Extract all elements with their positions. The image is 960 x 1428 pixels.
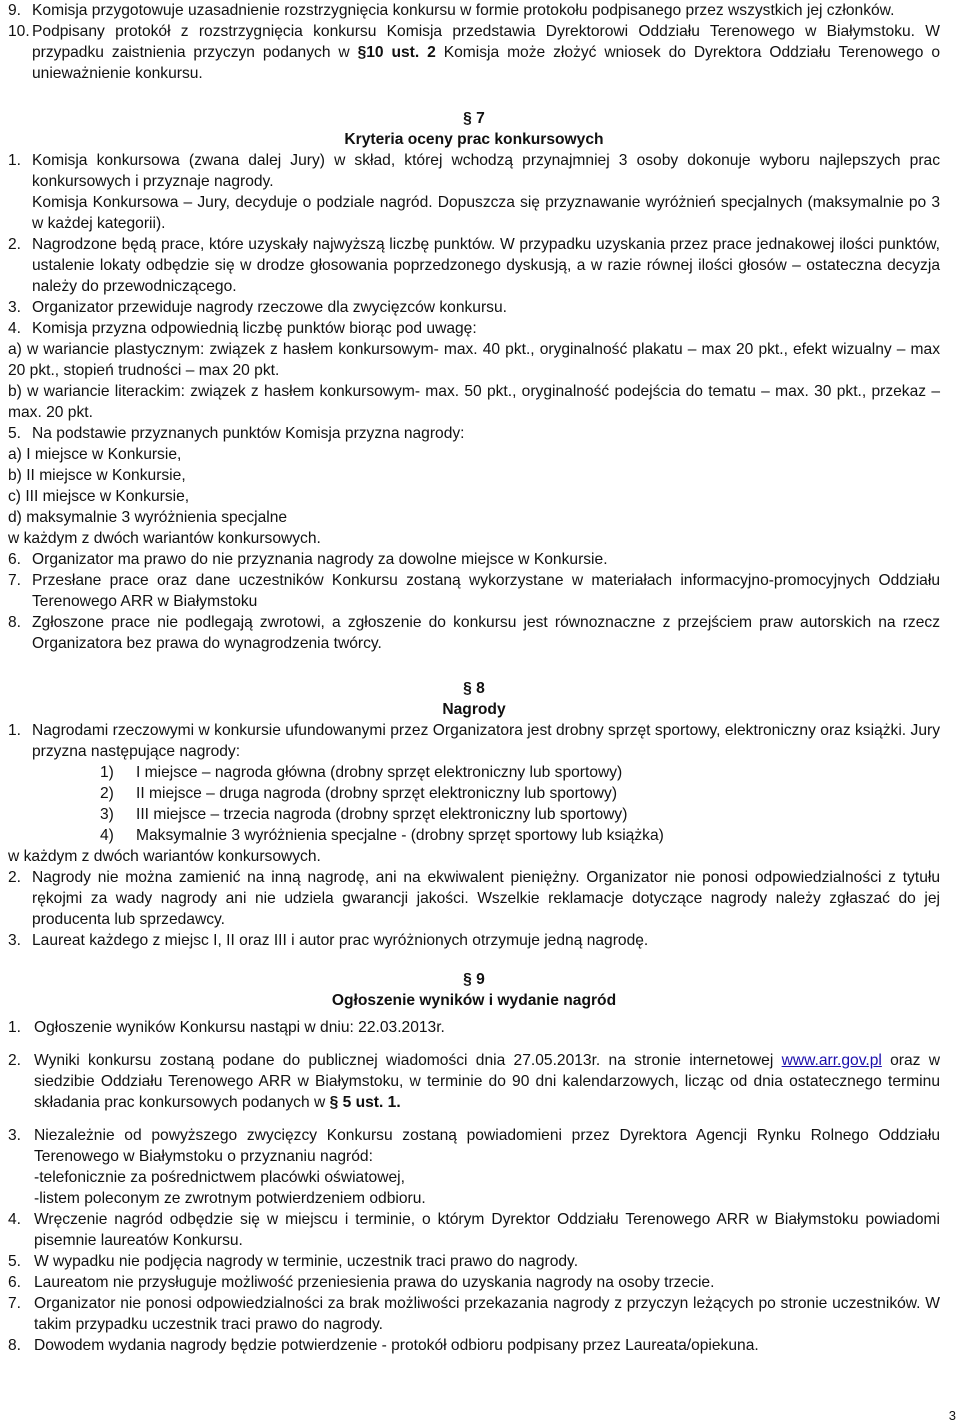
criteria-item-5 [8,423,940,444]
item-text: Organizator przewiduje nagrody rzeczowe dla zwycięzców konkursu. [32,299,507,316]
website-link[interactable]: www.arr.gov.pl [781,1052,882,1069]
section-7-title: Kryteria oceny prac konkursowych [344,131,604,148]
prizes-note: w każdym z dwóch wariantów konkursowych. [8,848,321,865]
prize-number: 3) [100,806,114,823]
prize-text: I miejsce – nagroda główna (drobny sprzęt elektroniczny lub sportowy) [136,764,623,781]
item-text: Organizator nie ponosi odpowiedzialności za brak możliwości przekazania nagrody z przyczyn leżących po stronie uczestników. W takim przypadku uczestnik traci prawo do nagrody. [34,1295,940,1333]
prizes-item-2 [8,867,940,930]
item-number: 2. [8,1052,22,1069]
notify-letter: -listem poleconym ze zwrotnym potwierdzeniem odbioru. [34,1190,426,1207]
item-text: Zgłoszone prace nie podlegają zwrotowi, a zgłoszenie do konkursu jest równoznaczne z przejściem praw autorskich na rzecz Organizatora bez prawa do wynagrodzenia twórcy. [32,614,940,652]
prize-text: Maksymalnie 3 wyróżnienia specjalne - (drobny sprzęt sportowy lub książka) [136,827,664,844]
section-reference: § 5 ust. 1. [329,1094,401,1111]
prize-number: 1) [100,764,114,781]
item-number: 6. [8,1274,22,1291]
section-9-symbol: § 9 [463,971,485,988]
item-number: 1. [8,1019,22,1036]
item-number: 7. [8,1295,22,1312]
item-text: Komisja przygotowuje uzasadnienie rozstrzygnięcia konkursu w formie protokołu podpisanego przez wszystkich jej członków. [32,2,895,19]
item-text: Przesłane prace oraz dane uczestników Konkursu zostaną wykorzystane w materiałach informacyjno-promocyjnych Oddziału Terenowego ARR w Białymstoku [32,572,940,610]
item-text: Wyniki konkursu zostaną podane do publicznej wiadomości dnia 27.05.2013r. na stronie internetowej [34,1052,782,1069]
item-text: W wypadku nie podjęcia nagrody w terminie, uczestnik traci prawo do nagrody. [34,1253,579,1270]
item-number: 5. [8,1253,22,1270]
section-7-symbol: § 7 [463,110,485,127]
item-text-extra: Komisja Konkursowa – Jury, decyduje o podziale nagród. Dopuszcza się przyznawanie wyróżnień specjalnych (maksymalnie po 3 w każdej kategorii). [32,194,940,232]
award-line-note: w każdym z dwóch wariantów konkursowych. [8,530,321,547]
prize-number: 2) [100,785,114,802]
item-number: 5. [8,425,22,442]
results-item-8 [8,1335,940,1356]
criteria-item-4 [8,318,940,339]
prize-2 [8,783,940,804]
item-number: 1. [8,152,22,169]
item-text: Ogłoszenie wyników Konkursu nastąpi w dniu: 22.03.2013r. [34,1019,445,1036]
prize-1 [8,762,940,783]
item-number: 6. [8,551,22,568]
criteria-item-8 [8,612,940,654]
criteria-item-1 [8,150,940,234]
paragraph-9 [8,0,940,21]
criteria-item-3 [8,297,940,318]
item-text: Podpisany protokół z rozstrzygnięcia konkursu Komisja przedstawia Dyrektorowi Oddziału Terenowego w Białymstoku. W przypadku zaistnienia przyczyn podanych w [32,23,940,61]
results-item-3 [8,1125,940,1209]
item-number: 4. [8,1211,22,1228]
prize-text: II miejsce – druga nagroda (drobny sprzęt elektroniczny lub sportowy) [136,785,618,802]
variant-a-criteria: a) w wariancie plastycznym: związek z hasłem konkursowym- max. 40 pkt., oryginalność plakatu – max 20 pkt., efekt wizualny – max 20 pkt., stopień trudności – max 20 pkt. [8,341,940,379]
prize-number: 4) [100,827,114,844]
item-text: oraz w siedzibie Oddziału Terenowego ARR w Białymstoku, w terminie do 90 dni kalendarzowych, licząc od dnia ostatecznego terminu składania prac konkursowych podanych w [34,1052,940,1111]
variant-b-criteria: b) w wariancie literackim: związek z hasłem konkursowym- max. 50 pkt., oryginalność podejścia do tematu – max. 30 pkt., przekaz – max. 20 pkt. [8,383,940,421]
item-text: Na podstawie przyznanych punktów Komisja przyzna nagrody: [32,425,465,442]
item-number: 9. [8,2,22,19]
item-number: 4. [8,320,22,337]
item-text: Niezależnie od powyższego zwycięzcy Konkursu zostaną powiadomieni przez Dyrektora Agencji Rynku Rolnego Oddziału Terenowego w Białymstoku o przyznaniu nagród: [34,1127,940,1165]
section-reference: §10 ust. 2 [357,44,436,61]
item-text: Organizator ma prawo do nie przyznania nagrody za dowolne miejsce w Konkursie. [32,551,608,568]
item-number: 7. [8,572,22,589]
item-text: Dowodem wydania nagrody będzie potwierdzenie - protokół odbioru podpisany przez Laureata/opiekuna. [34,1337,759,1354]
item-text: Komisja konkursowa (zwana dalej Jury) w skład, której wchodzą przynajmniej 3 osoby dokonuje wyboru najlepszych prac konkursowych i przyznaje nagrody. [32,152,940,190]
item-number: 8. [8,1337,22,1354]
award-line-c: c) III miejsce w Konkursie, [8,488,190,505]
section-8-title: Nagrody [442,701,506,718]
results-item-2 [8,1050,940,1113]
item-number: 2. [8,869,22,886]
results-item-4 [8,1209,940,1251]
item-text: Nagrody nie można zamienić na inną nagrodę, ani na ekwiwalent pieniężny. Organizator nie ponosi odpowiedzialności z tytułu rękojmi za wady nagrody ani nie udziela gwarancji jakości. Wszelkie reklamacje dotyczące nagrody należy zgłaszać do jej producenta lub sprzedawcy. [32,869,940,928]
results-item-1 [8,1017,940,1038]
prize-3 [8,804,940,825]
criteria-item-7 [8,570,940,612]
award-line-a: a) I miejsce w Konkursie, [8,446,182,463]
item-text: Komisja może złożyć wniosek do Dyrektora Oddziału Terenowego o unieważnienie konkursu. [32,44,941,82]
section-9-title: Ogłoszenie wyników i wydanie nagród [331,992,617,1009]
item-number: 3. [8,1127,22,1144]
page-number: 3 [948,1408,956,1423]
item-number: 2. [8,236,22,253]
item-text: Nagrodami rzeczowymi w konkursie ufundowanymi przez Organizatora jest drobny sprzęt sportowy, elektroniczny oraz książki. Jury przyzna następujące nagrody: [32,722,940,760]
section-8-symbol: § 8 [463,680,485,697]
item-number: 3. [8,932,22,949]
criteria-item-6 [8,549,940,570]
prize-4 [8,825,940,846]
item-number: 3. [8,299,22,316]
item-number: 10. [8,23,30,40]
results-item-7 [8,1293,940,1335]
award-line-d: d) maksymalnie 3 wyróżnienia specjalne [8,509,288,526]
item-text: Laureatom nie przysługuje możliwość przeniesienia prawa do uzyskania nagrody na osoby trzecie. [34,1274,715,1291]
award-line-b: b) II miejsce w Konkursie, [8,467,186,484]
item-text: Nagrodzone będą prace, które uzyskały najwyższą liczbę punktów. W przypadku uzyskania przez prace jednakowej ilości punktów, ustalenie lokaty odbędzie się w drodze głosowania poprzedzonego dyskusją, a w razie równej ilości głosów – ostateczna decyzja należy do przewodniczącego. [32,236,940,295]
prizes-item-1 [8,720,940,762]
criteria-item-2 [8,234,940,297]
results-item-5 [8,1251,940,1272]
notify-phone: -telefonicznie za pośrednictwem placówki oświatowej, [34,1169,405,1186]
paragraph-10 [8,21,940,84]
prize-text: III miejsce – trzecia nagroda (drobny sprzęt elektroniczny lub sportowy) [136,806,628,823]
results-item-6 [8,1272,940,1293]
prizes-item-3 [8,930,940,951]
item-text: Wręczenie nagród odbędzie się w miejscu i terminie, o którym Dyrektor Oddziału Terenowego ARR w Białymstoku powiadomi pisemnie laureatów Konkursu. [34,1211,940,1249]
item-number: 8. [8,614,22,631]
item-text: Laureat każdego z miejsc I, II oraz III i autor prac wyróżnionych otrzymuje jedną nagrodę. [32,932,649,949]
item-text: Komisja przyzna odpowiednią liczbę punktów biorąc pod uwagę: [32,320,477,337]
item-number: 1. [8,722,22,739]
